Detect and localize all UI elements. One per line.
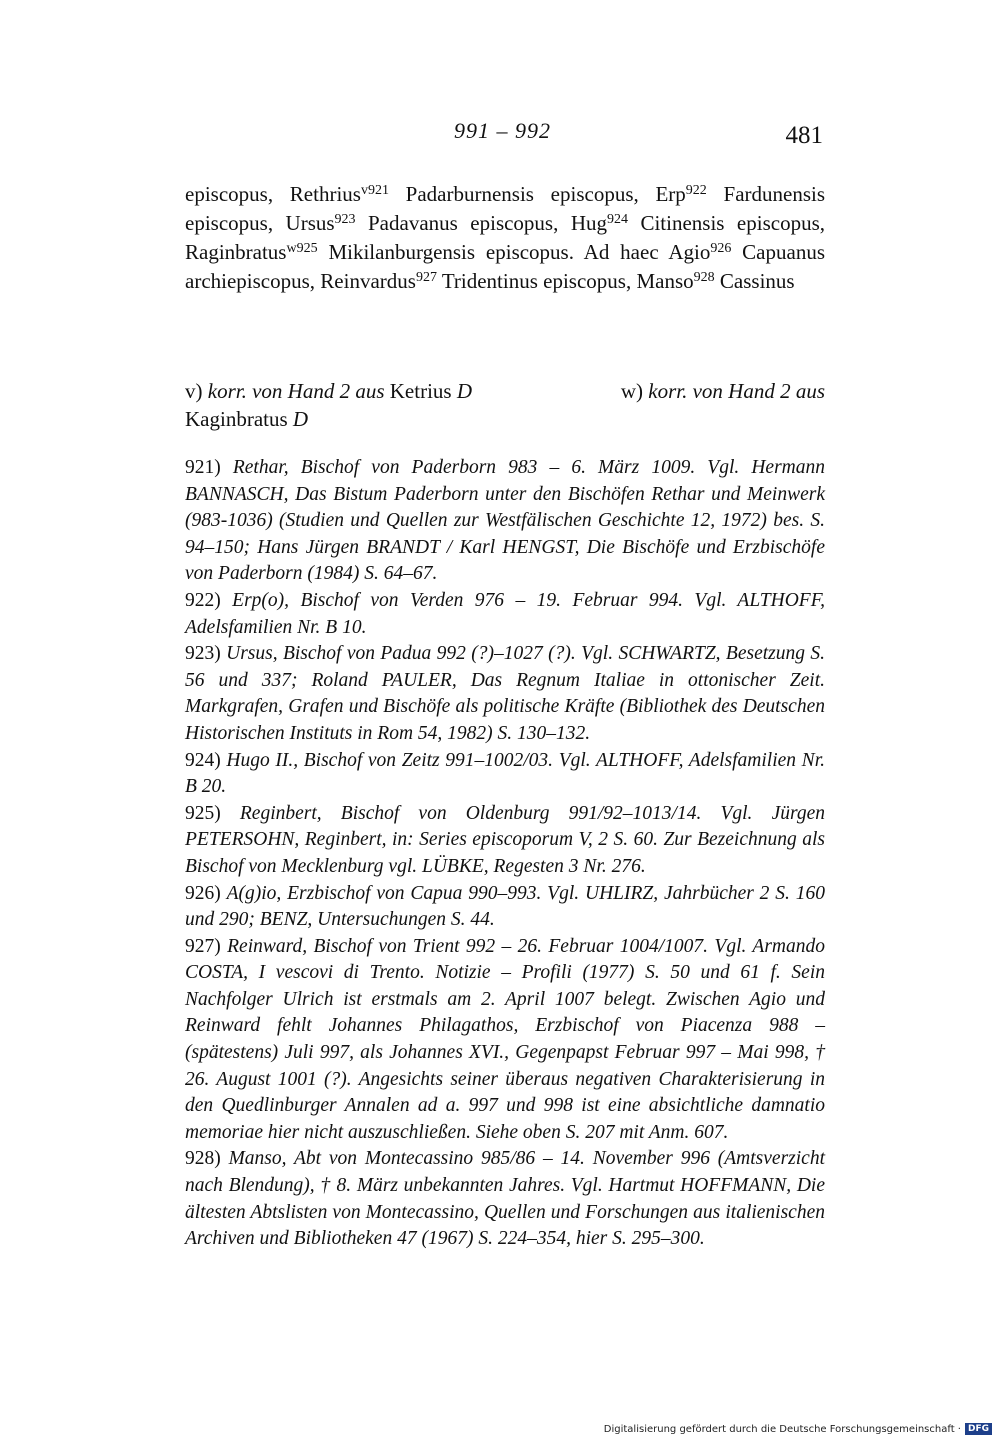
footnote-number: 921): [185, 457, 233, 478]
footnote-text: Rethar, Bischof von Paderborn 983 – 6. März 1009. Vgl. Hermann BANNASCH, Das Bistum Paderborn unter den Bischöfen Rethar und Meinwerk (983-1036) (Studien und Quellen zur Westfälischen Geschichte 12, 1972) bes. S. 94–150; Hans Jürgen BRANDT / Karl HENGST, Die Bischöfe und Erzbischöfe von Paderborn (1984) S. 64–67.: [185, 457, 825, 585]
footnote-number: 922): [185, 589, 233, 611]
page-number: 481: [785, 122, 823, 149]
page-footer: [604, 1423, 992, 1435]
footnote-number: 923): [185, 643, 227, 665]
footnote-number: 926): [185, 882, 227, 904]
footnote: [185, 588, 825, 641]
footnote-text: Erp(o), Bischof von Verden 976 – 19. Februar 994. Vgl. ALTHOFF, Adelsfamilien Nr. B 10.: [185, 589, 825, 638]
dfg-logo: DFG: [965, 1423, 992, 1435]
main-text: [185, 180, 825, 296]
text-segment: Padarburnensis episcopus, Erp: [388, 182, 686, 206]
note-reference: v921: [360, 183, 389, 198]
critical-apparatus: [185, 377, 825, 433]
note-reference: 927: [415, 270, 437, 285]
footnote: [185, 934, 825, 1147]
apparatus-note-v: v) korr. von Hand 2 aus Ketrius D: [185, 379, 472, 403]
footnote-number: 927): [185, 935, 228, 957]
note-reference: w925: [286, 241, 318, 256]
footnote: [185, 1146, 825, 1252]
text-segment: Mikilanburgensis episcopus. Ad haec Agio: [317, 240, 711, 264]
footnote-text: Manso, Abt von Montecassino 985/86 – 14. November 996 (Amtsverzicht nach Blendung), † 8. März unbekannten Jahres. Vgl. Hartmut HOFFMANN, Die ältesten Abtslisten von Montecassino, Quellen und Forschungen aus italienischen Archiven und Bibliotheken 47 (1967) S. 224–354, hier S. 295–300.: [185, 1148, 825, 1250]
running-head: 991 – 992: [454, 118, 551, 143]
text-segment: Citinensis episcopus, Raginbratus: [185, 211, 825, 264]
note-reference: 923: [334, 212, 356, 227]
note-reference: 924: [606, 212, 628, 227]
footnote-number: 928): [185, 1148, 229, 1170]
footnote: [185, 801, 825, 881]
text-segment: episcopus, Rethrius: [185, 182, 361, 206]
footnote-text: Reinward, Bischof von Trient 992 – 26. Februar 1004/1007. Vgl. Armando COSTA, I vescovi di Trento. Notizie – Profili (1977) S. 50 und 61 f. Sein Nachfolger Ulrich ist erstmals am 2. April 1007 belegt. Zwischen Agio und Reinward fehlt Johannes Philagathos, Erzbischof von Piacenza 988 – (spätestens) Juli 997, als Johannes XVI., Gegenpapst Februar 997 – Mai 998, † 26. August 1001 (?). Angesichts seiner überaus negativen Charakterisierung in den Quedlinburger Annalen ad a. 997 und 998 ist eine absichtliche damnatio memoriae hier nicht auszuschließen. Siehe oben S. 207 mit Anm. 607.: [185, 935, 825, 1143]
text-segment: Capuanus archiepiscopus, Reinvardus: [185, 240, 825, 293]
footnote-text: Ursus, Bischof von Padua 992 (?)–1027 (?). Vgl. SCHWARTZ, Besetzung S. 56 und 337; Roland PAULER, Das Regnum Italiae in ottonischer Zeit. Markgrafen, Grafen und Bischöfe als politische Kräfte (Bibliothek des Deutschen Historischen Instituts in Rom 54, 1982) S. 130–132.: [185, 643, 825, 744]
footnote-text: A(g)io, Erzbischof von Capua 990–993. Vgl. UHLIRZ, Jahrbücher 2 S. 160 und 290; BENZ, Untersuchungen S. 44.: [185, 882, 825, 931]
text-segment: Tridentinus episcopus, Manso: [436, 269, 694, 293]
footnote-text: Reginbert, Bischof von Oldenburg 991/92–1013/14. Vgl. Jürgen PETERSOHN, Reginbert, in: Series episcoporum V, 2 S. 60. Zur Bezeichnung als Bischof von Mecklenburg vgl. LÜBKE, Regesten 3 Nr. 276.: [185, 802, 825, 877]
footnote-text: Hugo II., Bischof von Zeitz 991–1002/03. Vgl. ALTHOFF, Adelsfamilien Nr. B 20.: [185, 749, 825, 798]
page-header: [180, 118, 825, 158]
apparatus-note-w-continued: Kaginbratus D: [185, 407, 309, 431]
digitization-credit: Digitalisierung gefördert durch die Deutsche Forschungsgemeinschaft ·: [603, 1423, 961, 1435]
footnotes: [185, 455, 825, 1253]
text-segment: Cassinus: [714, 269, 795, 293]
text-segment: Padavanus episcopus, Hug: [355, 211, 607, 235]
footnote: [185, 455, 825, 588]
note-reference: 926: [710, 241, 732, 256]
footnote: [185, 881, 825, 934]
note-reference: 928: [693, 270, 715, 285]
footnote-number: 924): [185, 749, 227, 771]
note-reference: 922: [685, 183, 707, 198]
footnote: [185, 748, 825, 801]
footnote: [185, 641, 825, 747]
footnote-number: 925): [185, 802, 240, 824]
apparatus-note-w: w) korr. von Hand 2 aus: [620, 379, 825, 403]
text-segment: Fardunensis episcopus, Ursus: [185, 182, 826, 235]
